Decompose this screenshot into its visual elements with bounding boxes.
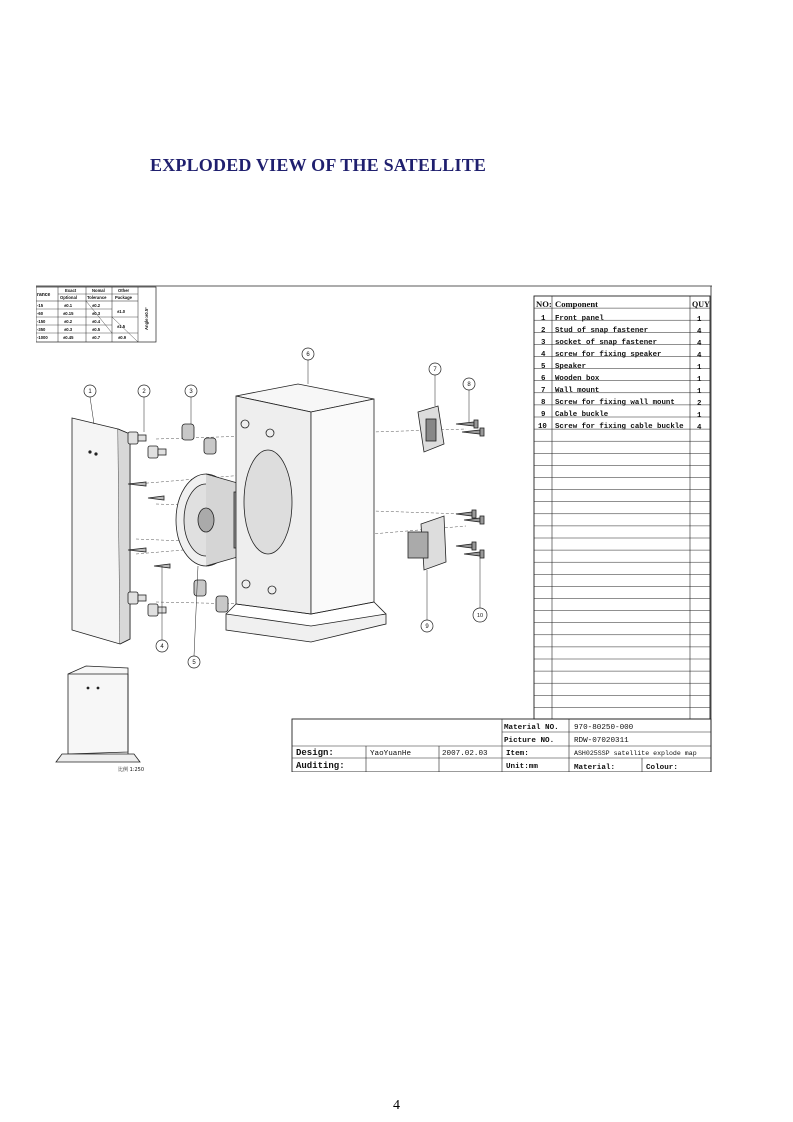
bom-header-qty: QUY bbox=[692, 300, 710, 309]
callout-1 bbox=[84, 385, 96, 424]
picture-no-label: Picture NO. bbox=[504, 737, 555, 745]
design-date: 2007.02.03 bbox=[442, 750, 488, 758]
cable-buckle-part bbox=[408, 516, 446, 570]
bom-component: Cable buckle bbox=[555, 411, 609, 419]
svg-text:9: 9 bbox=[425, 624, 429, 630]
bom-no: 7 bbox=[541, 387, 546, 395]
svg-text:6: 6 bbox=[306, 352, 310, 358]
tol-exact: ±0.45 bbox=[63, 335, 74, 340]
speaker-screw-parts bbox=[128, 482, 170, 568]
cable-buckle-screw-parts bbox=[456, 510, 484, 558]
exploded-view-drawing bbox=[36, 284, 712, 772]
bom-qty: 2 bbox=[697, 400, 702, 408]
tolerance-sub-package: Package bbox=[115, 295, 132, 300]
tol-range: -60 bbox=[37, 311, 44, 316]
tol-exact: ±0.1 bbox=[64, 303, 73, 308]
tolerance-sub-tolerance: Tolerance bbox=[87, 295, 107, 300]
callout-8 bbox=[463, 378, 475, 422]
bom-component: Wooden box bbox=[555, 375, 600, 383]
wall-mount-part bbox=[418, 406, 444, 452]
callout-10 bbox=[473, 558, 487, 622]
tol-range: -1000 bbox=[37, 335, 48, 340]
material-no-value: 970-80250-000 bbox=[574, 724, 634, 732]
svg-text:3: 3 bbox=[189, 389, 193, 395]
svg-text:2: 2 bbox=[142, 389, 146, 395]
bom-no: 8 bbox=[541, 399, 546, 407]
item-value: ASH025SSP satellite explode map bbox=[574, 750, 697, 757]
callout-6 bbox=[302, 348, 314, 384]
callout-9 bbox=[421, 570, 433, 632]
tol-range: -150 bbox=[37, 319, 46, 324]
svg-text:1: 1 bbox=[88, 389, 92, 395]
bom-component: Stud of snap fastener bbox=[555, 327, 649, 335]
bom-no: 1 bbox=[541, 315, 546, 323]
tolerance-header-other: Other bbox=[118, 288, 130, 293]
bom-no: 9 bbox=[541, 411, 546, 419]
tolerance-header-exact: Exact bbox=[65, 288, 77, 293]
assembled-view bbox=[56, 666, 140, 762]
bom-qty: 4 bbox=[697, 352, 702, 360]
callout-2 bbox=[138, 385, 150, 432]
svg-text:7: 7 bbox=[433, 367, 437, 373]
material-no-label: Material NO. bbox=[504, 724, 559, 732]
bom-component: Speaker bbox=[555, 363, 587, 371]
bom-qty: 1 bbox=[697, 364, 702, 372]
tol-exact: ±0.3 bbox=[64, 327, 73, 332]
bom-qty: 1 bbox=[697, 316, 702, 324]
bom-qty: 4 bbox=[697, 340, 702, 348]
tol-range: -15 bbox=[37, 303, 44, 308]
page-title: EXPLODED VIEW OF THE SATELLITE bbox=[150, 155, 487, 175]
colour-label: Colour: bbox=[646, 764, 678, 772]
tol-nomal: ±0.3 bbox=[92, 311, 101, 316]
design-label: Design: bbox=[296, 748, 334, 758]
stud-parts bbox=[128, 432, 166, 616]
title-block bbox=[292, 719, 711, 772]
tol-exact: ±0.2 bbox=[64, 319, 73, 324]
tol-other: ±0.9 bbox=[118, 335, 127, 340]
callout-3 bbox=[185, 385, 197, 424]
tol-nomal: ±0.4 bbox=[92, 319, 101, 324]
bom-header-no: NO: bbox=[536, 299, 552, 309]
bom-no: 5 bbox=[541, 363, 546, 371]
tol-nomal: ±0.5 bbox=[92, 327, 101, 332]
tol-nomal: ±0.2 bbox=[92, 303, 101, 308]
bom-qty: 1 bbox=[697, 388, 702, 396]
tol-other-1: ±1.0 bbox=[117, 309, 126, 314]
bom-table bbox=[534, 296, 710, 719]
unit-label: Unit:mm bbox=[506, 763, 538, 771]
tolerance-row-label: rance bbox=[37, 292, 51, 298]
tol-other-2: ±1.5 bbox=[117, 324, 126, 329]
exploded-parts bbox=[56, 384, 484, 772]
page-number: 4 bbox=[393, 1098, 400, 1113]
scale-note: 比例 1:250 bbox=[118, 767, 144, 772]
bom-no: 10 bbox=[538, 423, 547, 431]
item-label: Item: bbox=[506, 750, 529, 758]
tolerance-table bbox=[36, 287, 156, 342]
svg-text:4: 4 bbox=[160, 644, 164, 650]
bom-qty: 4 bbox=[697, 328, 702, 336]
callout-7 bbox=[429, 363, 441, 406]
front-panel-part bbox=[72, 418, 130, 644]
wooden-box-part bbox=[226, 384, 386, 642]
tolerance-header-nomal: Nomal bbox=[92, 288, 105, 293]
bom-no: 4 bbox=[541, 351, 546, 359]
picture-no-value: RDW-07020311 bbox=[574, 737, 629, 745]
bom-component: Wall mount bbox=[555, 387, 600, 395]
bom-no: 3 bbox=[541, 339, 546, 347]
bom-component: socket of snap fastener bbox=[555, 339, 658, 347]
svg-text:10: 10 bbox=[476, 613, 484, 619]
bom-component: Screw for fixing wall mount bbox=[555, 399, 675, 407]
svg-text:5: 5 bbox=[192, 660, 196, 666]
bom-no: 2 bbox=[541, 327, 546, 335]
bom-qty: 1 bbox=[697, 412, 702, 420]
bom-component: Front panel bbox=[555, 315, 604, 323]
bom-qty: 1 bbox=[697, 376, 702, 384]
tol-range: -350 bbox=[37, 327, 46, 332]
material-label: Material: bbox=[574, 764, 616, 772]
bom-component: screw for fixing speaker bbox=[555, 351, 662, 359]
designer-value: YaoYuanHe bbox=[370, 750, 412, 758]
bom-component: Screw for fixing cable buckle bbox=[555, 423, 684, 431]
bom-qty: 4 bbox=[697, 424, 702, 432]
auditing-label: Auditing: bbox=[296, 761, 345, 771]
tol-exact: ±0.15 bbox=[63, 311, 74, 316]
tolerance-angle: Angle:±0.5° bbox=[144, 307, 149, 330]
bom-header-component: Component bbox=[555, 299, 598, 309]
bom-no: 6 bbox=[541, 375, 546, 383]
tolerance-sub-optional: Optional bbox=[60, 295, 77, 300]
wall-mount-screw-parts bbox=[456, 420, 484, 436]
tol-nomal: ±0.7 bbox=[92, 335, 101, 340]
svg-text:8: 8 bbox=[467, 382, 471, 388]
